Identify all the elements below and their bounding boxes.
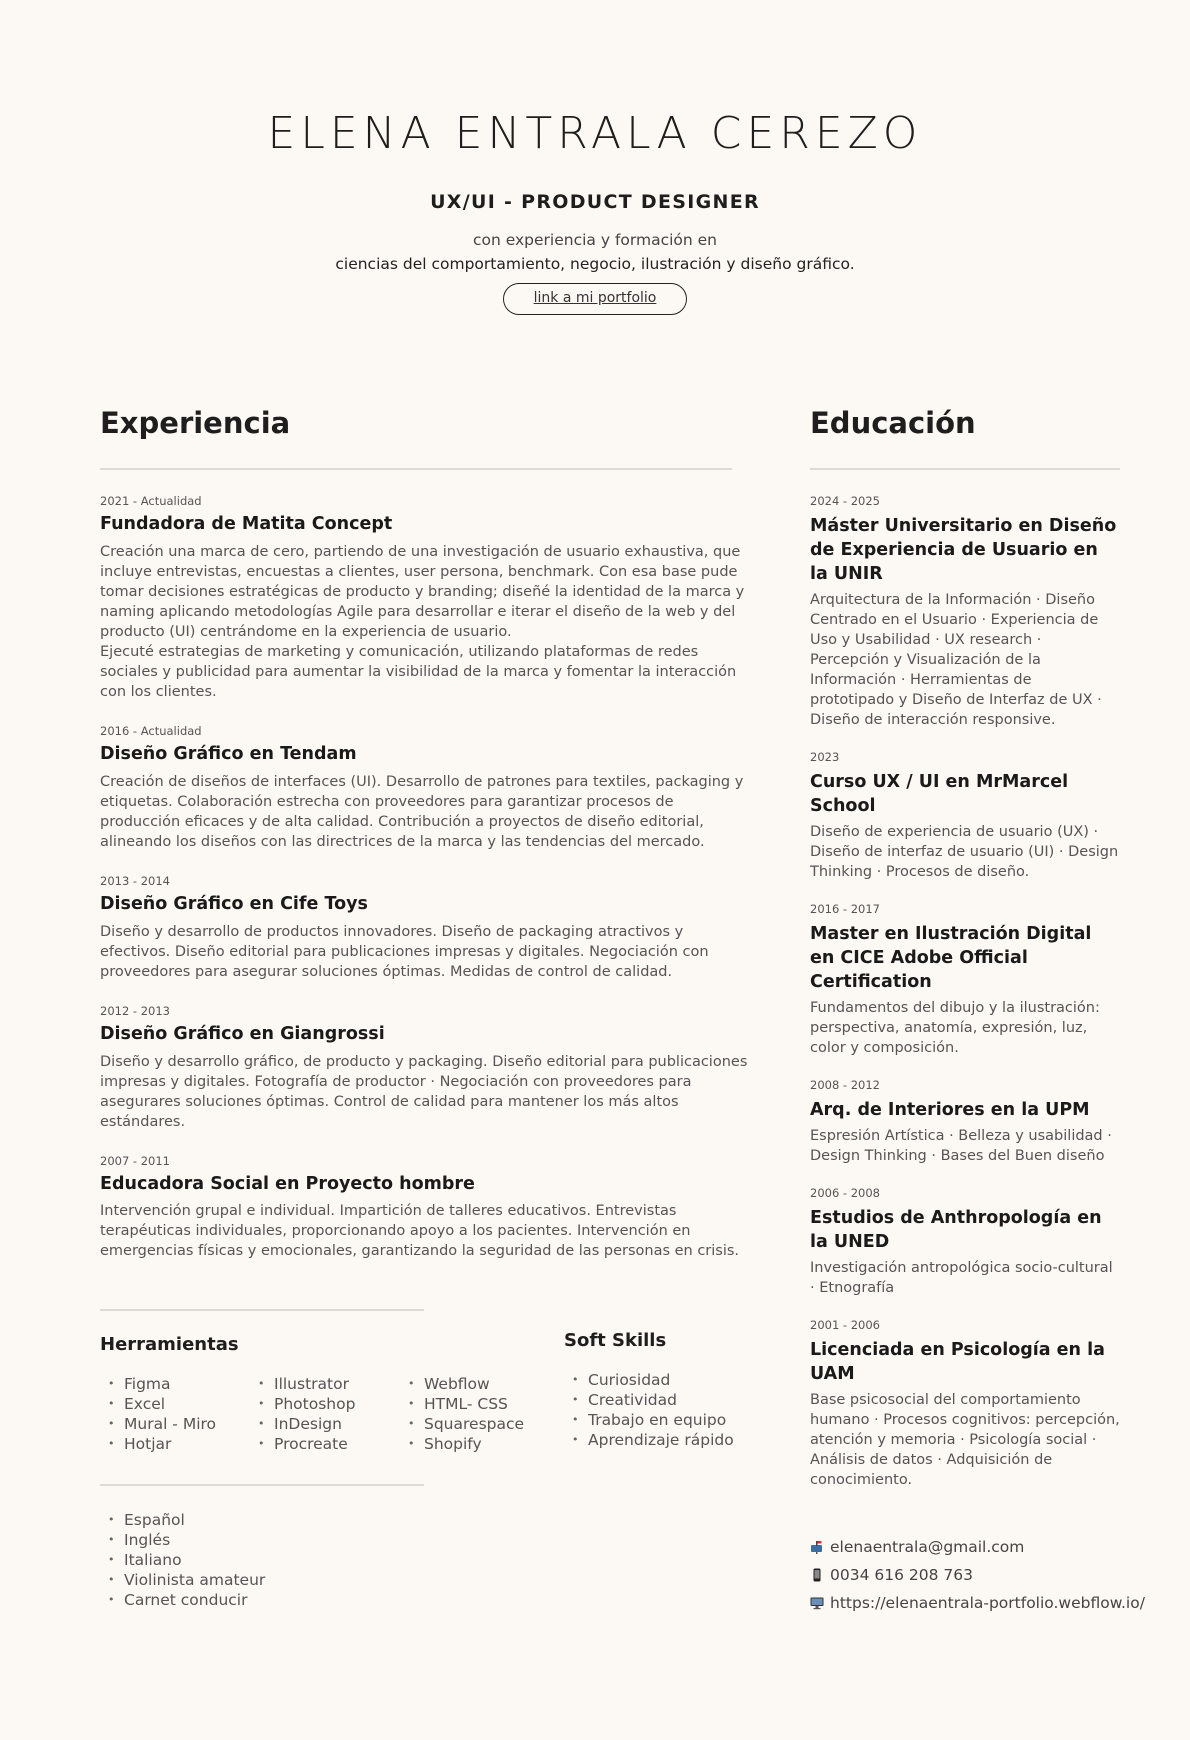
tool-item: • Shopify: [400, 1434, 550, 1454]
contact-phone[interactable]: [810, 1561, 1145, 1589]
intro-line-1: con experiencia y formación en: [472, 231, 718, 249]
experience-entry: [100, 1004, 750, 1132]
entry-description: Diseño de experiencia de usuario (UX) · Diseño de interfaz de usuario (UI) · Design Thinking · Procesos de diseño.: [810, 824, 1119, 880]
tools-divider: [100, 1309, 424, 1311]
role-subtitle: UX/UI - PRODUCT DESIGNER: [430, 191, 760, 213]
entry-title: Diseño Gráfico en Giangrossi: [100, 1023, 385, 1044]
entry-date: 2006 - 2008: [810, 1186, 880, 1200]
tool-item: • Mural - Miro: [100, 1414, 250, 1434]
entry-description: Espresión Artística · Belleza y usabilidad · Design Thinking · Bases del Buen diseño: [810, 1128, 1112, 1164]
tool-item: • Excel: [100, 1394, 250, 1414]
contact-block: [810, 1533, 1145, 1617]
entry-title: Máster Universitario en Diseño de Experiencia de Usuario en la UNIR: [810, 516, 1117, 584]
entry-description: Diseño y desarrollo gráfico, de producto y packaging. Diseño editorial para publicaciones impresas y digitales. Fotografía de productor · Negociación con proveedores para asegurares soluciones óptimas. Control de calidad para mantener los más altos estándares.: [100, 1053, 748, 1130]
entry-title: Master en Ilustración Digital en CICE Adobe Official Certification: [810, 924, 1092, 992]
entry-description-2: Ejecuté estrategias de marketing y comunicación, utilizando plataformas de redes sociales y publicidad para aumentar la visibilidad de la marca y fomentar la interacción con los clientes.: [100, 643, 737, 700]
education-entry: [810, 750, 1120, 882]
experience-list: [100, 494, 750, 1283]
other-divider: [100, 1484, 424, 1486]
education-divider: [810, 468, 1120, 470]
other-item: • Inglés: [100, 1530, 350, 1550]
entry-date: 2008 - 2012: [810, 1078, 880, 1092]
tools-column-3: [400, 1374, 550, 1454]
tool-item: • InDesign: [250, 1414, 400, 1434]
other-list: [100, 1510, 350, 1610]
portfolio-link-button[interactable]: link a mi portfolio: [503, 283, 687, 315]
entry-title: Curso UX / UI en MrMarcel School: [810, 772, 1069, 816]
experience-entry: [100, 874, 750, 982]
tool-item: • Hotjar: [100, 1434, 250, 1454]
contact-website[interactable]: [810, 1589, 1145, 1617]
experience-entry: [100, 724, 750, 852]
entry-description: Investigación antropológica socio-cultural · Etnografía: [810, 1260, 1113, 1296]
mailbox-icon: [810, 1540, 824, 1554]
soft-skill-item: • Curiosidad: [564, 1370, 764, 1390]
entry-date: 2013 - 2014: [100, 873, 170, 888]
entry-description: Diseño y desarrollo de productos innovadores. Diseño de packaging atractivos y efectivos. Diseño editorial para publicaciones impresas y digitales. Negociación con proveedores para asegurar soluciones óptimas. Medidas de control de calidad.: [100, 923, 709, 980]
soft-skill-item: • Aprendizaje rápido: [564, 1430, 764, 1450]
tool-item: • Procreate: [250, 1434, 400, 1454]
contact-email[interactable]: [810, 1533, 1145, 1561]
entry-title: Arq. de Interiores en la UPM: [810, 1100, 1090, 1120]
entry-date: 2007 - 2011: [100, 1153, 170, 1168]
soft-skill-item: • Creatividad: [564, 1390, 764, 1410]
tool-item: • Webflow: [400, 1374, 550, 1394]
tools-column-1: [100, 1374, 250, 1454]
email-text[interactable]: elenaentrala@gmail.com: [830, 1538, 1025, 1556]
other-item: • Violinista amateur: [100, 1570, 350, 1590]
entry-title: Licenciada en Psicología en la UAM: [810, 1340, 1105, 1384]
other-item: • Italiano: [100, 1550, 350, 1570]
entry-date: 2001 - 2006: [810, 1318, 880, 1332]
entry-date: 2023: [810, 750, 840, 764]
resume-header: [0, 108, 1190, 315]
entry-title: Educadora Social en Proyecto hombre: [100, 1173, 475, 1194]
phone-icon: [810, 1568, 824, 1582]
education-entry: [810, 1078, 1120, 1166]
education-entry: [810, 1318, 1120, 1490]
other-item: • Español: [100, 1510, 350, 1530]
education-entry: [810, 1186, 1120, 1298]
phone-text[interactable]: 0034 616 208 763: [830, 1566, 973, 1584]
experience-entry: [100, 494, 750, 702]
name-heading: ELENA ENTRALA CEREZO: [267, 108, 923, 159]
experience-divider: [100, 468, 732, 470]
entry-description: Intervención grupal e individual. Impartición de talleres educativos. Entrevistas terapéuticas individuales, proporcionando apoyo a los pacientes. Intervención en emergencias físicas y emocionales, garantizando la seguridad de las personas en crisis.: [100, 1203, 740, 1260]
tool-item: • HTML- CSS: [400, 1394, 550, 1414]
education-heading: Educación: [810, 406, 976, 440]
desktop-computer-icon: [810, 1596, 824, 1610]
entry-description: Fundamentos del dibujo y la ilustración: perspectiva, anatomía, expresión, luz, color y composición.: [810, 1000, 1100, 1056]
other-item: • Carnet conducir: [100, 1590, 350, 1610]
entry-title: Diseño Gráfico en Cife Toys: [100, 893, 368, 914]
soft-skills-heading: Soft Skills: [564, 1330, 667, 1351]
entry-description: Base psicosocial del comportamiento humano · Procesos cognitivos: percepción, atención y memoria · Psicología social · Análisis de datos · Adquisición de conocimiento.: [810, 1392, 1120, 1488]
experience-heading: Experiencia: [100, 406, 291, 440]
entry-date: 2012 - 2013: [100, 1003, 170, 1018]
entry-title: Fundadora de Matita Concept: [100, 514, 393, 534]
tool-item: • Squarespace: [400, 1414, 550, 1434]
soft-skills-list: [564, 1370, 764, 1450]
entry-title: Estudios de Anthropología en la UNED: [810, 1208, 1102, 1252]
entry-title: Diseño Gráfico en Tendam: [100, 743, 357, 764]
tools-column-2: [250, 1374, 400, 1454]
tools-heading: Herramientas: [100, 1334, 239, 1355]
soft-skill-item: • Trabajo en equipo: [564, 1410, 764, 1430]
entry-description: Creación una marca de cero, partiendo de una investigación de usuario exhaustiva, que incluye entrevistas, encuestas a clientes, user persona, benchmark. Con esa base pude tomar decisiones estratégicas de producto y branding; diseñé la identidad de la marca y naming aplicando metodologías Agile para desarrollar e iterar el diseño de la web y del producto (UI) centrándome en la experiencia de usuario.: [100, 543, 745, 640]
education-entry: [810, 494, 1120, 730]
entry-date: 2024 - 2025: [810, 494, 880, 508]
tool-item: • Illustrator: [250, 1374, 400, 1394]
entry-date: 2016 - 2017: [810, 902, 880, 916]
education-entry: [810, 902, 1120, 1058]
tool-item: • Figma: [100, 1374, 250, 1394]
entry-description: Arquitectura de la Información · Diseño Centrado en el Usuario · Experiencia de Uso y Usabilidad · UX research · Percepción y Visualización de la Información · Herramientas de prototipado y Diseño de Interfaz de UX · Diseño de interacción responsive.: [810, 592, 1102, 728]
intro-line-2: ciencias del comportamiento, negocio, ilustración y diseño gráfico.: [335, 255, 855, 273]
tool-item: • Photoshop: [250, 1394, 400, 1414]
entry-date: 2021 - Actualidad: [100, 494, 202, 508]
website-link[interactable]: https://elenaentrala-portfolio.webflow.io/: [830, 1594, 1145, 1612]
entry-date: 2016 - Actualidad: [100, 723, 202, 738]
education-list: [810, 494, 1120, 1510]
experience-entry: [100, 1154, 750, 1262]
entry-description: Creación de diseños de interfaces (UI). Desarrollo de patrones para textiles, packaging y etiquetas. Colaboración estrecha con proveedores para garantizar procesos de producción eficaces y de alta calidad. Contribución a proyectos de diseño editorial, alineando los diseños con las directrices de la marca y las tendencias del mercado.: [100, 773, 744, 850]
